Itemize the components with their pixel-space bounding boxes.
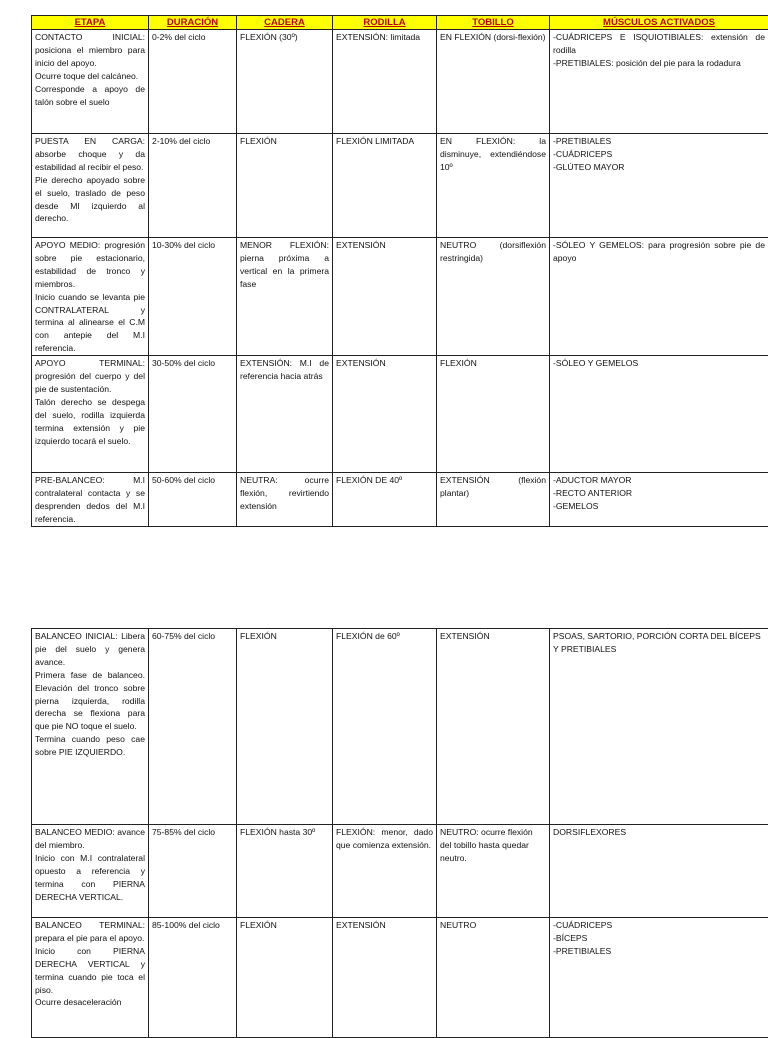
etapa-text: BALANCEO MEDIO: avance del miembro.: [35, 826, 145, 852]
etapa-text: Ocurre toque del calcáneo.: [35, 70, 145, 83]
table-row: [32, 134, 768, 238]
etapa-text: Ocurre desaceleración: [35, 996, 145, 1009]
musculos-text: PSOAS, SARTORIO, PORCIÓN CORTA DEL BÍCEPS Y PRETIBIALES: [553, 630, 765, 656]
rodilla-cell: FLEXIÓN de 60º: [333, 629, 437, 825]
musculos-text: -GLÚTEO MAYOR: [553, 161, 765, 174]
etapa-text: APOYO TERMINAL: progresión del cuerpo y del pie de sustentación.: [35, 357, 145, 396]
tobillo-cell: NEUTRO: ocurre flexión del tobillo hasta quedar neutro.: [437, 825, 550, 918]
tobillo-cell: NEUTRO: [437, 918, 550, 1038]
table-row: [32, 473, 768, 527]
cadera-cell: FLEXIÓN: [237, 918, 333, 1038]
etapa-text: BALANCEO INICIAL: Libera pie del suelo y genera avance.: [35, 630, 145, 669]
etapa-cell: [32, 629, 149, 825]
header-cadera: CADERA: [237, 16, 333, 30]
rodilla-cell: FLEXIÓN LIMITADA: [333, 134, 437, 238]
tobillo-cell: EN FLEXIÓN (dorsi-flexión): [437, 30, 550, 134]
musculos-text: -BÍCEPS: [553, 932, 765, 945]
duracion-cell: 50-60% del ciclo: [149, 473, 237, 527]
musculos-cell: [550, 473, 768, 527]
cadera-cell: FLEXIÓN (30º): [237, 30, 333, 134]
etapa-cell: [32, 825, 149, 918]
table-row: [32, 825, 768, 918]
gait-phase-table-2: [31, 628, 768, 1038]
etapa-cell: [32, 238, 149, 356]
etapa-cell: [32, 30, 149, 134]
rodilla-cell: EXTENSIÓN: [333, 356, 437, 473]
etapa-cell: [32, 473, 149, 527]
rodilla-cell: FLEXIÓN: menor, dado que comienza extensión.: [333, 825, 437, 918]
etapa-cell: [32, 134, 149, 238]
etapa-text: Inicio con PIERNA DERECHA VERTICAL y termina cuando pie toca el piso.: [35, 945, 145, 997]
rodilla-cell: EXTENSIÓN: [333, 238, 437, 356]
musculos-text: -RECTO ANTERIOR: [553, 487, 765, 500]
tobillo-cell: EXTENSIÓN (flexión plantar): [437, 473, 550, 527]
cadera-cell: NEUTRA: ocurre flexión, revirtiendo extensión: [237, 473, 333, 527]
musculos-text: -PRETIBIALES: posición del pie para la rodadura: [553, 57, 765, 70]
tobillo-cell: EN FLEXIÓN: la disminuye, extendiéndose 10º: [437, 134, 550, 238]
tobillo-cell: FLEXIÓN: [437, 356, 550, 473]
etapa-text: PUESTA EN CARGA: absorbe choque y da estabilidad al recibir el peso.: [35, 135, 145, 174]
etapa-text: PRE-BALANCEO: M.I contralateral contacta y se desprenden dedos del M.I referencia.: [35, 474, 145, 526]
header-etapa: ETAPA: [32, 16, 149, 30]
musculos-cell: [550, 30, 768, 134]
etapa-text: Corresponde a apoyo de talón sobre el suelo: [35, 83, 145, 109]
musculos-text: -CUÁDRICEPS E ISQUIOTIBIALES: extensión de rodilla: [553, 31, 765, 57]
cadera-cell: MENOR FLEXIÓN: pierna próxima a vertical en la primera fase: [237, 238, 333, 356]
musculos-cell: [550, 918, 768, 1038]
etapa-text: Primera fase de balanceo. Elevación del tronco sobre pierna izquierda, rodilla derecha se flexiona para que pie NO toque el suelo.: [35, 669, 145, 734]
cadera-cell: FLEXIÓN hasta 30º: [237, 825, 333, 918]
tobillo-cell: EXTENSIÓN: [437, 629, 550, 825]
header-rodilla: RODILLA: [333, 16, 437, 30]
etapa-text: CONTACTO INICIAL: posiciona el miembro para inicio del apoyo.: [35, 31, 145, 70]
header-duracion: DURACIÓN: [149, 16, 237, 30]
header-tobillo: TOBILLO: [437, 16, 550, 30]
musculos-text: DORSIFLEXORES: [553, 826, 765, 839]
etapa-text: Inicio con M.I contralateral opuesto a referencia y termina con PIERNA DERECHA VERTICAL.: [35, 852, 145, 904]
etapa-text: Termina cuando peso cae sobre PIE IZQUIERDO.: [35, 733, 145, 759]
musculos-cell: [550, 629, 768, 825]
duracion-cell: 2-10% del ciclo: [149, 134, 237, 238]
table-row: [32, 918, 768, 1038]
table-row: [32, 30, 768, 134]
musculos-text: -PRETIBIALES: [553, 945, 765, 958]
table-row: [32, 238, 768, 356]
musculos-cell: [550, 238, 768, 356]
table-row: [32, 629, 768, 825]
etapa-text: APOYO MEDIO: progresión sobre pie estacionario, estabilidad de tronco y miembros.: [35, 239, 145, 291]
tobillo-cell: NEUTRO (dorsiflexión restringida): [437, 238, 550, 356]
duracion-cell: 60-75% del ciclo: [149, 629, 237, 825]
cadera-cell: EXTENSIÓN: M.I de referencia hacia atrás: [237, 356, 333, 473]
duracion-cell: 75-85% del ciclo: [149, 825, 237, 918]
etapa-text: Pie derecho apoyado sobre el suelo, traslado de peso desde MI izquierdo al derecho.: [35, 174, 145, 226]
table-row: [32, 356, 768, 473]
rodilla-cell: EXTENSIÓN: [333, 918, 437, 1038]
musculos-cell: [550, 825, 768, 918]
duracion-cell: 10-30% del ciclo: [149, 238, 237, 356]
musculos-text: -PRETIBIALES: [553, 135, 765, 148]
cadera-cell: FLEXIÓN: [237, 134, 333, 238]
musculos-text: -ADUCTOR MAYOR: [553, 474, 765, 487]
etapa-text: Talón derecho se despega del suelo, rodilla izquierda termina extensión y pie izquierdo tocará el suelo.: [35, 396, 145, 448]
header-musculos: MÚSCULOS ACTIVADOS: [550, 16, 768, 30]
etapa-cell: [32, 918, 149, 1038]
etapa-cell: [32, 356, 149, 473]
cadera-cell: FLEXIÓN: [237, 629, 333, 825]
duracion-cell: 85-100% del ciclo: [149, 918, 237, 1038]
musculos-cell: [550, 356, 768, 473]
duracion-cell: 0-2% del ciclo: [149, 30, 237, 134]
musculos-text: -SÓLEO Y GEMELOS: para progresión sobre pie de apoyo: [553, 239, 765, 265]
duracion-cell: 30-50% del ciclo: [149, 356, 237, 473]
musculos-text: -GEMELOS: [553, 500, 765, 513]
etapa-text: BALANCEO TERMINAL: prepara el pie para el apoyo.: [35, 919, 145, 945]
rodilla-cell: FLEXIÓN DE 40º: [333, 473, 437, 527]
etapa-text: Inicio cuando se levanta pie CONTRALATERAL y termina al alinearse el C.M con antepie del M.I referencia.: [35, 291, 145, 356]
rodilla-cell: EXTENSIÓN: limitada: [333, 30, 437, 134]
musculos-text: -CUÁDRICEPS: [553, 919, 765, 932]
musculos-text: -CUÁDRICEPS: [553, 148, 765, 161]
musculos-cell: [550, 134, 768, 238]
gait-phase-table-1: [31, 15, 768, 527]
musculos-text: -SÓLEO Y GEMELOS: [553, 357, 765, 370]
